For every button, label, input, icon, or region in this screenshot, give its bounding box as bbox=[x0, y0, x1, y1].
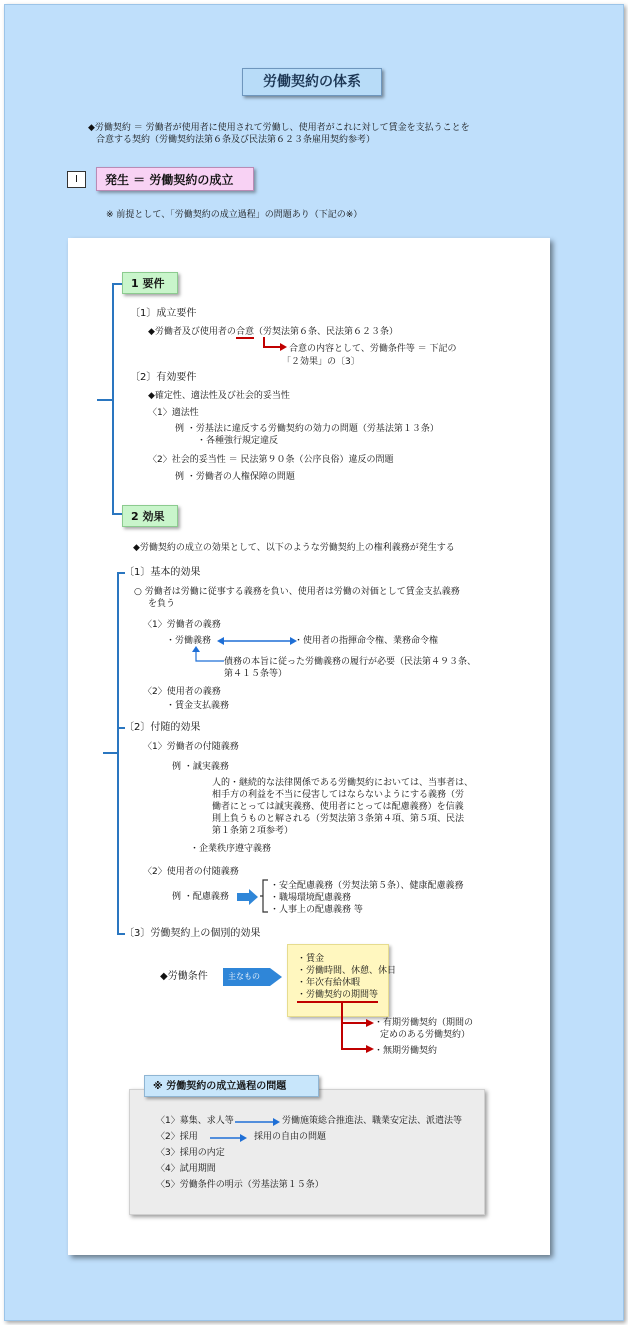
condition-term: ・労働契約の期間等 bbox=[297, 989, 378, 1003]
employer-incidental-duty: 〈2〉使用者の付随義務 bbox=[143, 867, 239, 877]
process-probation: 〈4〉試用期間 bbox=[156, 1164, 216, 1174]
employer-duty: 〈2〉使用者の義務 bbox=[143, 687, 221, 697]
basic-effects: 〔1〕基本的効果 bbox=[124, 567, 201, 578]
process-hiring-freedom: 採用の自由の問題 bbox=[254, 1132, 327, 1142]
bracket-line bbox=[112, 283, 122, 285]
agreement-prefix: ◆労働者及び使用者の bbox=[148, 327, 236, 337]
up-arrow bbox=[190, 646, 226, 664]
performance-note-2: 第４１５条等） bbox=[224, 669, 288, 679]
social-validity-example: 例 ・労働者の人権保障の問題 bbox=[175, 472, 295, 482]
agreement-key: 合意 bbox=[235, 327, 254, 337]
good-faith-text-1: 人的・継続的な法律関係である労働契約においては、当事者は、 bbox=[212, 778, 474, 788]
section-title: 発生 ＝ 労働契約の成立 bbox=[96, 167, 254, 191]
process-recruitment: 〈1〉募集、求人等 bbox=[156, 1116, 234, 1126]
definition-line-1: ◆労働契約 ＝ 労働者が使用者に使用されて労働し、使用者がこれに対して賃金を支払うことを bbox=[88, 123, 470, 133]
social-validity: 〈2〉社会的妥当性 ＝ 民法第９０条（公序良俗）違反の問題 bbox=[148, 455, 394, 465]
process-recruitment-laws: 労働施策総合推進法、職業安定法、派遣法等 bbox=[282, 1116, 463, 1126]
legality-example-2: ・各種強行規定違反 bbox=[197, 436, 279, 446]
agreement-sub-2: 「２効果」の〔3〕 bbox=[282, 357, 360, 367]
condition-hours: ・労働時間、休憩、休日 bbox=[297, 966, 397, 976]
incidental-effects: 〔2〕付随的効果 bbox=[124, 722, 201, 733]
consideration-duty: 例 ・配慮義務 bbox=[172, 892, 229, 902]
process-arrow bbox=[235, 1117, 281, 1127]
individual-effects: 〔3〕労働契約上の個別的効果 bbox=[124, 928, 261, 939]
effects-heading: 2 効果 bbox=[122, 505, 178, 527]
bracket-line bbox=[97, 399, 112, 401]
good-faith-duty: 例 ・誠実義務 bbox=[172, 762, 229, 772]
legality-example-1: 例 ・労基法に違反する労働契約の効力の問題（労基法第１３条） bbox=[175, 424, 439, 434]
worker-duty: 〈1〉労働者の義務 bbox=[143, 620, 221, 630]
page-title: 労働契約の体系 bbox=[242, 68, 382, 96]
basic-effects-desc-1: ○ 労働者は労働に従事する義務を負い、使用者は労働の対価として賃金支払義務 bbox=[134, 587, 460, 597]
good-faith-text-3: 働者にとっては誠実義務、使用者にとっては配慮義務）を信義 bbox=[212, 802, 464, 812]
legality: 〈1〉適法性 bbox=[148, 408, 199, 418]
process-arrow bbox=[210, 1133, 256, 1143]
good-faith-text-5: 第１条第２項参考） bbox=[212, 826, 294, 836]
indefinite-contract: ・無期労働契約 bbox=[374, 1046, 438, 1056]
good-faith-text-4: 則上負うものと解される（労契法第３条第４項、第５項、民法 bbox=[212, 814, 465, 824]
definition-line-2: 合意する契約（労働契約法第６条及び民法第６２３条雇用契約参考） bbox=[96, 135, 376, 145]
bracket-line bbox=[103, 752, 117, 754]
bracket-line bbox=[112, 283, 114, 515]
validity-requirements: 〔2〕有効要件 bbox=[130, 372, 197, 383]
working-conditions: ◆労働条件 bbox=[160, 971, 208, 982]
wage-duty: ・賃金支払義務 bbox=[166, 701, 230, 711]
safety-duty: ・安全配慮義務（労契法第５条）、健康配慮義務 bbox=[270, 881, 464, 891]
workplace-duty: ・職場環境配慮義務 bbox=[270, 893, 352, 903]
worker-incidental-duty: 〈1〉労働者の付随義務 bbox=[143, 742, 239, 752]
agreement-suffix: （労契法第６条、民法第６２３条） bbox=[253, 327, 398, 337]
bracket-line bbox=[260, 878, 270, 914]
section-number: Ⅰ bbox=[67, 171, 86, 188]
process-conditions-disclosure: 〈5〉労働条件の明示（労基法第１５条） bbox=[156, 1180, 324, 1190]
requirements-heading: 1 要件 bbox=[122, 272, 178, 294]
fixed-term-contract-1: ・有期労働契約（期間の bbox=[374, 1018, 474, 1028]
personnel-duty: ・人事上の配慮義務 等 bbox=[270, 905, 363, 915]
process-informal-offer: 〈3〉採用の内定 bbox=[156, 1148, 225, 1158]
main-items-label: 主なもの bbox=[228, 972, 260, 981]
basic-effects-desc-2: を負う bbox=[148, 599, 176, 609]
agreement-sub-1: 合意の内容として、労働条件等 ＝ 下記の bbox=[289, 344, 457, 354]
condition-wage: ・賃金 bbox=[297, 954, 325, 964]
section-note: ※ 前提として、「労働契約の成立過程」の問題あり（下記の※） bbox=[106, 210, 363, 220]
good-faith-text-2: 相手方の利益を不当に侵害してはならないようにする義務（労 bbox=[212, 790, 465, 800]
validity-bullet: ◆確定性、適法性及び社会的妥当性 bbox=[148, 391, 290, 401]
formation-requirements: 〔1〕成立要件 bbox=[130, 308, 197, 319]
bracket-line bbox=[112, 513, 122, 515]
fixed-term-contract-2: 定めのある労働契約） bbox=[380, 1030, 471, 1040]
order-duty: ・企業秩序遵守義務 bbox=[190, 844, 272, 854]
condition-leave: ・年次有給休暇 bbox=[297, 978, 361, 988]
formation-process-title: ※ 労働契約の成立過程の問題 bbox=[144, 1075, 319, 1097]
red-branch-arrows bbox=[330, 1003, 378, 1059]
process-hiring: 〈2〉採用 bbox=[156, 1132, 198, 1142]
labor-duty: ・労働義務 bbox=[166, 636, 212, 646]
block-arrow bbox=[237, 889, 259, 905]
effects-lead: ◆労働契約の成立の効果として、以下のような労働契約上の権利義務が発生する bbox=[133, 543, 455, 553]
bracket-line bbox=[117, 572, 119, 935]
employer-command: ・使用者の指揮命令権、業務命令権 bbox=[294, 636, 439, 646]
red-arrow bbox=[240, 336, 290, 356]
double-arrow bbox=[217, 635, 297, 647]
performance-note-1: 債務の本旨に従った労働義務の履行が必要（民法第４９３条、 bbox=[224, 657, 477, 667]
